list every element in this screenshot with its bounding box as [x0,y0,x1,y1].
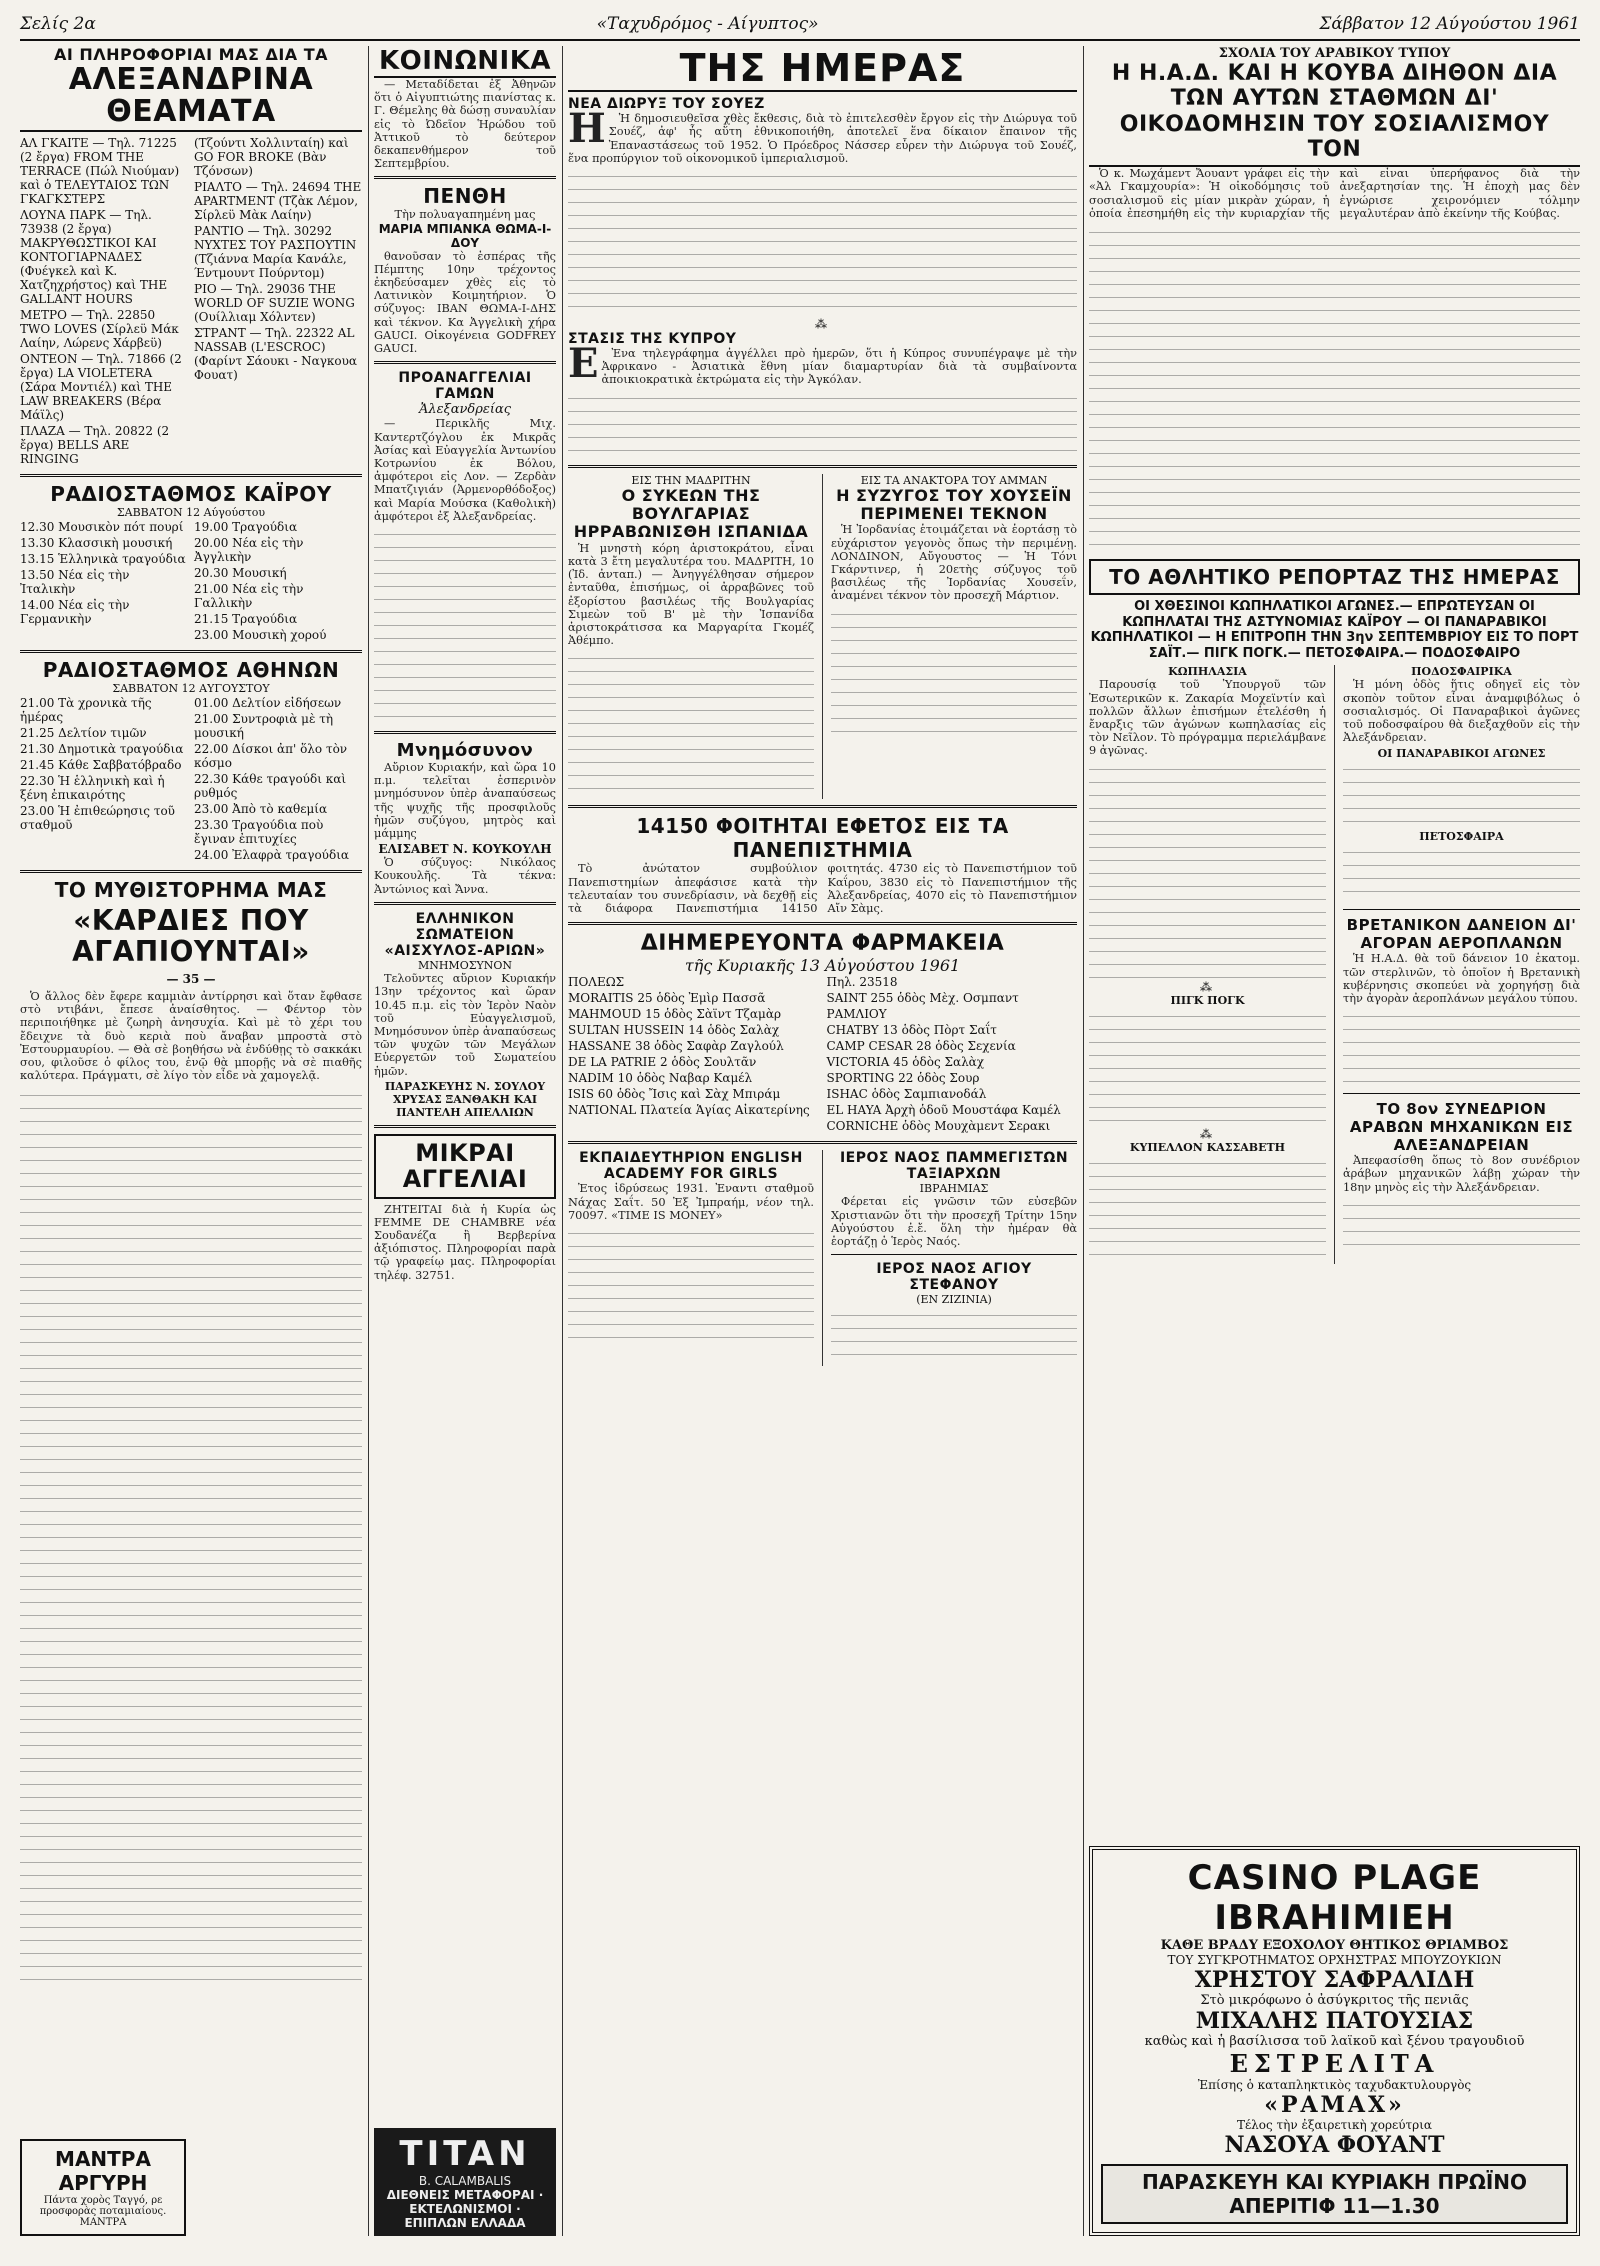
pharmacies-left [568,975,819,1135]
cinema-item: ΛΟΥΝΑ ΠΑΡΚ — Τηλ. 73938 (2 ἔργα) ΜΑΚΡΥΘΩΣΤΙΚΟΙ ΚΑΙ ΚΟΝΤΟΓΙΑΡΝΑΔΕΣ (Φυέγκελ καὶ Κ. Χατζηχρήστος) καὶ THE GALLANT HOURS [20,208,168,307]
day-title: ΤΗΣ ΗΜΕΡΑΣ [568,46,1077,92]
pharmacy-item: CORNICHE ὁδὸς Μουχὰμεντ Σερακι [826,1119,1051,1134]
congress-paragraph: Ἀπεφασίσθη ὅπως τὸ 8ον συνέδριον ἀράβων μηχανικῶν λάβῃ χώραν τὴν 18ην μηνὸς εἰς τὴν Ἀλεξάνδρειαν. [1343,1154,1580,1194]
radio-athens-title: ΡΑΔΙΟΣΤΑΘΜΟΣ ΑΘΗΝΩΝ [42,658,340,683]
novel-label: ΤΟ ΜΥΘΙΣΤΟΡΗΜΑ ΜΑΣ [54,878,328,903]
casino-line6: καθὼς καὶ ἡ βασίλισσα τοῦ λαϊκοῦ καὶ ξένου τραγουδιοῦ [1144,2034,1525,2049]
loan-text [1343,952,1580,1005]
article-cyprus-text: Ε Ἐνα τηλεγράφημα ἀγγέλλει πρὸ ἡμερῶν, ὅτι ἡ Κύπρος συνυπέγραψε μὲ τὴν Ἀφρικανο - Ἀσιατικὰ ἔθνη μίαν διαμαρτυρίαν διὰ τὰ συμβαίνοντα ἀποικιοκρατικὰ ἐκτρώματα εἰς τὴν Ἀγκόλαν. [568,340,1077,387]
pharmacy-item: NADIM 10 ὁδὸς Ναβαρ Καμέλ [568,1071,753,1086]
sports-left: ΚΩΠΗΛΑΣΙΑ Παρουσίᾳ τοῦ Ὑπουργοῦ τῶν Ἐσωτερικῶν κ. Ζακαρία Μοχεϊντίν καὶ πολλῶν ἄλλων ἐπισήμων ἐτελέσθη ἡ ἔναρξις τῶν ἀγώνων κωπηλασίας εἰς τὸν Νεῖλον. Τὸ πρόγραμμα περιελάμβανε 9 ἀγῶνας. ⁂ ΠΙΓΚ ΠΟΓΚ ⁂ ΚΥΠΕΛΛΟΝ ΚΑΣΣΑΒΕΤΗ [1089,665,1326,1263]
ad-mantra-text: Πάντα χορὸς Ταγγό, ρε προσφορὰς ποταμιαίους. ΜΑΝΤΡΑ [39,2195,167,2228]
amman-label: ΕΙΣ ΤΑ ΑΝΑΚΤΟΡΑ ΤΟΥ ΑΜΜΑΝ [860,473,1048,487]
radio-program-item: 13.50 Νέα εἰς τὴν Ἰταλικὴν [20,568,130,597]
cinema-item: ΡΙΑΛΤΟ — Τηλ. 24694 THE APARTMENT (Τζὰκ Λέμον, Σίρλεϋ Μὰκ Λαίην) [194,180,362,223]
memorial-text [374,761,556,840]
novel-text [20,990,362,1082]
radio-program-item: 21.30 Δημοτικὰ τραγούδια [20,742,184,757]
pharmacy-item: ISHAC ὁδὸς Σαμπιανοδάλ [826,1087,987,1102]
cinema-item: ΜΕΤΡΟ — Τηλ. 22850 TWO LOVES (Σίρλεϋ Μάκ Λαίην, Λώρενς Χάρβεϋ) [20,308,179,351]
ping-continued [1089,1007,1326,1127]
casino-line7: ΕΣΤΡΕΛΙΤΑ [1229,2049,1440,2078]
club-text [374,972,556,1078]
social-title: ΚΟΙΝΩΝΙΚΑ [374,46,556,78]
church2-title: ΙΕΡΟΣ ΝΑΟΣ ΑΓΙΟΥ ΣΤΕΦΑΝΟΥ [876,1261,1032,1294]
radio-program-item: 23.00 Ἀπὸ τὸ καθεμία [194,802,328,817]
comment-label: ΣΧΟΛΙΑ ΤΟΥ ΑΡΑΒΙΚΟΥ ΤΥΠΟΥ [1218,46,1451,61]
memorial-paragraph: Αὔριον Κυριακήν, καὶ ὥρα 10 π.μ. τελεῖται ἑσπερινὸν μνημόσυνον ὑπὲρ ἀναπαύσεως τῆς ψυχῆς τῆς προσφιλοῦς ἡμῶν συζύγου, μητρὸς καὶ μάμμης [374,761,556,841]
masthead [20,12,1580,41]
ad-mantra-title: ΜΑΝΤΡΑ ΑΡΓΥΡΗ [55,2147,151,2195]
classifieds-title: ΜΙΚΡΑΙ ΑΓΓΕΛΙΑΙ [402,1138,528,1194]
comment-paragraph: Ὁ κ. Μωχάμεντ Ἄουαντ γράφει εἰς τὴν «Ἀλ Γκαμχουρία»: Ἡ οἰκοδόμησις τοῦ σοσιαλισμοῦ εἰς μίαν μικρὰν χώραν, ἡ ὁποία ἐπεσημήθη εἰς τὴν κυριαρχίαν τῆς καὶ εἶναι ὑπερήφανος διὰ τὴν ἀνεξαρτησίαν της. Ἡ ἐποχὴ μας δὲν ἐγνώρισε χειρονόμιεν τόλμην μεγαλυτέραν ἀπὸ ἐκείνην τῆς Κούβας. [1089,167,1580,220]
pharmacies-subtitle: τῆς Κυριακῆς 13 Αὐγούστου 1961 [684,956,961,976]
volley-header: ΠΕΤΟΣΦΑΙΡΑ [1419,830,1504,844]
cinema-item: (Τζούντι Χολλινταίη) καὶ GO FOR BROKE (Βὰν Τζόνσων) [194,136,349,179]
cup-continued [1089,1154,1326,1264]
casino-line11: ΝΑΣΟΥΑ ΦΟΥΑΝΤ [1224,2132,1445,2158]
column-rule [368,46,369,2236]
column-rule [1083,46,1084,2236]
pharmacies-title: ΔΙΗΜΕΡΕΥΟΝΤΑ ΦΑΡΜΑΚΕΙΑ [640,931,1005,957]
madrid-story [568,474,814,800]
radio-program-item: 13.30 Κλασσικὴ μουσική [20,536,173,551]
radio-athens-schedule [20,696,362,864]
radio-program-item: 21.00 Τὰ χρονικὰ τῆς ἡμέρας [20,696,152,725]
info-title: ΑΙ ΠΛΗΡΟΦΟΡΙΑΙ ΜΑΣ ΔΙΑ ΤΑ [53,46,329,64]
ad-titan [374,2128,556,2236]
madrid-paragraph: Ἡ μνηστὴ κόρη ἀριστοκράτου, εἶναι κατὰ 3 ἔτη μεγαλυτέρα του. ΜΑΔΡΙΤΗ, 10 (Ἰδ. ἀνταπ.) — Ἀνηγγέλθησαν σήμερον ἐνταῦθα, ἐπισήμως, οἱ ἀρραβῶνες τοῦ ἐξορίστου βασιλέως τῆς Βουλγαρίας Σιμεὼν τοῦ Β' μὲ τὴν Ἰσπανίδα ἀριστοκράτισσα κα Μαργαρίτα Γκομέζ Ἀθέμπο. [568,541,814,648]
ad-mantra [20,2139,186,2236]
rowing-continued [1089,760,1326,980]
pharmacy-item: SPORTING 22 ὁδὸς Σουρ [826,1071,980,1086]
pharmacy-item: SAINT 255 ὁδὸς Μὲχ. Οσμπαντ [826,991,1019,1006]
radio-program-item: 22.00 Δίσκοι ἀπ' ὅλο τὸν κόσμο [194,742,348,771]
pan-arab-continued [1343,760,1580,830]
loan-paragraph: Ἡ Η.Α.Δ. θὰ τοῦ δάνειον 10 ἑκατομ. τῶν στερλινῶν, τὸ ὁποῖον ἡ Βρετανικὴ κυβέρνησις σκοπεύει νὰ χορηγήσῃ διὰ τὴν ἀγορὰν ἀεροπλάνων μεγάλου τύπου. [1343,952,1580,1005]
pharmacy-item: ΡΑΜΛΙΟΥ [826,1007,887,1022]
ping-header: ΠΙΓΚ ΠΟΓΚ [1170,993,1245,1007]
wedding-subtitle: Ἀλεξανδρείας [418,402,512,418]
pharmacy-item: NATIONAL Πλατεία Ἁγίας Αἰκατερίνης [568,1103,810,1118]
radio-program-item: 19.00 Τραγούδια [194,520,298,535]
newspaper-page [20,12,1580,2236]
amman-paragraph: Ἡ Ἰορδανίας ἑτοιμάζεται νὰ ἑορτάσῃ τὸ εὐχάριστον γεγονὸς ὅπως τὴν περιμένῃ. ΛΟΝΔΙΝΟΝ, Αὔγουστος — Ἡ Τόνι Γκάρντινερ, ἡ 20ετὴς σύζυγος τοῦ βασιλέως τῆς Ἰορδανίας Χουσεΐν, ἀναμένει τέκνον τὸν προσεχῆ Μάρτιον. [831,523,1077,603]
students-title: 14150 ΦΟΙΤΗΤΑΙ ΕΦΕΤΟΣ ΕΙΣ ΤΑ ΠΑΝΕΠΙΣΤΗΜΙΑ [636,814,1009,863]
school-continued [568,1224,814,1344]
cinema-list-left [20,136,188,468]
radio-program-item: 20.00 Νέα εἰς τὴν Ἀγγλικὴν [194,536,304,565]
cinema-listings [20,136,362,468]
cinema-item: ΟΝΤΕΟΝ — Τηλ. 71866 (2 ἔργα) LA VIOLETERA (Σάρα Μοντιέλ) καὶ THE LAW BREAKERS (Βέρα Μάϊλς) [20,352,182,423]
issue-date: Σάββατον 12 Αύγούστου 1961 [1319,14,1580,34]
mourning-text [374,250,556,356]
article-cyprus-title: ΣΤΑΣΙΣ ΤΗΣ ΚΥΠΡΟΥ [568,330,737,347]
school-notice [568,1150,814,1366]
rowing-text [1089,678,1326,757]
memorial-sign-text: Ὁ σύζυγος: Νικόλαος Κουκουλῆς. Τὰ τέκνα: Ἀντώνιος καὶ Ἄννα. [374,856,556,896]
pharmacy-item: Πηλ. 23518 [826,975,898,990]
wedding-title: ΠΡΟΑΝΑΓΓΕΛΙΑΙ ΓΑΜΩΝ [398,370,532,403]
pharmacy-item: CHATBY 13 ὁδὸς Πὸρτ Σαΐτ [826,1023,997,1038]
pharmacy-item: ΠΟΛΕΩΣ [568,975,625,990]
titan-logo: TITAN [399,2134,531,2174]
classifieds-text [374,1203,556,1282]
news-two-col [568,474,1077,800]
column-entertainment [20,46,362,2236]
memorial-name: ΕΛΙΣΑΒΕΤ Ν. ΚΟΥΚΟΥΛΗ [378,842,552,857]
church-text [831,1195,1077,1248]
radio-cairo-date: ΣΑΒΒΑΤΟΝ 12 Αύγούστου [116,506,266,520]
radio-program-item: 21.25 Δελτίον τιμῶν [20,726,147,741]
church-subtitle: ΙΒΡΑΗΜΙΑΣ [919,1182,989,1196]
church-notice [831,1150,1077,1366]
club-names: ΠΑΡΑΣΚΕΥΗΣ Ν. ΣΟΥΛΟΥ ΧΡΥΣΑΣ ΞΑΝΘΑΚΗ ΚΑΙ ΠΑΝΤΕΛΗ ΑΠΕΛΛΙΩΝ [384,1079,546,1119]
titan-text: ΔΙΕΘΝΕΙΣ ΜΕΤΑΦΟΡΑΙ · ΕΚΤΕΛΩΝΙΣΜΟΙ · ΕΠΙΠΛΩΝ ΕΛΛΑΔΑ [386,2188,544,2230]
club-paragraph: Τελοῦντες αὔριον Κυριακήν 13ην τρέχοντος καὶ ὥραν 10.45 π.μ. εἰς τὸν Ἱερὸν Ναὸν τοῦ Εὐαγγελισμοῦ, Μνημόσυνον ὑπὲρ ἀναπαύσεως τῶν ψυχῶν τῶν Μεγάλων Εὐεργετῶν τοῦ Σωματείου ἡμῶν. [374,972,556,1078]
congress-title: ΤΟ 8ον ΣΥΝΕΔΡΙΟΝ ΑΡΑΒΩΝ ΜΗΧΑΝΙΚΩΝ ΕΙΣ ΑΛΕΞΑΝΔΡΕΙΑΝ [1349,1100,1574,1155]
congress-continued [1343,1196,1580,1256]
radio-program-item: 20.30 Μουσική [194,566,287,581]
amman-title: Η ΣΥΖΥΓΟΣ ΤΟΥ ΧΟΥΣΕΪΝ ΠΕΡΙΜΕΝΕΙ ΤΕΚΝΟΝ [836,485,1072,523]
cinema-list-right [194,136,362,468]
casino-schedule-bar: ΠΑΡΑΣΚΕΥΗ ΚΑΙ ΚΥΡΙΑΚΗ ΠΡΩΪΝΟ ΑΠΕΡΙΤΙΦ 11—1.30 [1101,2164,1568,2224]
novel-paragraph: Ὁ ἄλλος δὲν ἔφερε καμμιὰν ἀντίρρησι καὶ ὅταν ἔφθασε στὸ ντιβάνι, ἔπεσε ἀναίσθητος. — Φέντορ τὸν περιποιήθηκε μὲ ζωηρὴ ἀνησυχία. Καὶ μὲ τὸ χέρι του ἔδειχνε τὰ δυὸ κεριὰ ποὺ ἄναβαν μπροστὰ στὸ Ἐστουρμαυρίου. — Θὰ σὲ βοηθήσω νὰ ἐνδύθῃς τὸ σακκάκι σου, φιλοῦσε ὁ φίλος του, ἐνῷ θὰ μπορῇς νὰ σὲ πιαθῆς καλύτερα. Πράγματι, σὲ λίγο τὸν εἶδε νὰ χαμογελᾷ. [20,989,362,1083]
newspaper-name: «Ταχυδρόμος - Αίγυπτος» [596,14,819,34]
cinema-item: ΡΙΟ — Τηλ. 29036 THE WORLD OF SUZIE WONG (Ουίλλιαμ Χόλντεν) [194,282,355,325]
football-header: ΠΟΔΟΣΦΑΙΡΙΚΑ [1411,665,1512,679]
church2-subtitle: (ΕΝ ΖΙΖΙΝΙΑ) [916,1293,992,1307]
novel-episode: — 35 — [166,971,216,986]
article-suez-text: Η Ἡ δημοσιευθεῖσα χθὲς ἔκθεσις, διὰ τὸ ἐπιτελεσθὲν ἔργον εἰς τὴν Διώρυγα τοῦ Σουέζ, ἀφ' ἧς αὕτη ἐθνικοποιήθη, ἀποτελεῖ ἕνα δίκαιον ἔπαινον τῆς Ἐπαναστάσεως τοῦ 1952. Ὁ Πρόεδρος Νάσσερ εὗρεν τὴν Διώρυγα τοῦ Σουέζ, ἕνα προπύργιον τοῦ οἰκονομικοῦ ἰμπεριαλισμοῦ. [568,105,1077,165]
madrid-title: Ο ΣΥΚΕΩΝ ΤΗΣ ΒΟΥΛΓΑΡΙΑΣ ΗΡΡΑΒΩΝΙΣΘΗ ΙΣΠΑΝΙΔΑ [573,485,809,542]
students-paragraph: Τὸ ἀνώτατον συμβούλιον Πανεπιστημίων ἀπεφάσισε κατὰ τὴν τελευταίαν του συνεδρίασιν, νὰ δεχθῇ εἰς τὰ διάφορα Πανεπιστήμια 14150 φοιτητάς. 4730 εἰς τὸ Πανεπιστήμιον τοῦ Καΐρου, 3830 εἰς τὸ Πανεπιστήμιον τῆς Ἀλεξανδρείας, 4070 εἰς τὸ Πανεπιστήμιον Αἴν Σὰμς. [568,862,1077,916]
mourning-name: ΜΑΡΙΑ ΜΠΙΑΝΚΑ ΘΩΜΑ-Ι-ΔΟΥ [378,221,552,250]
article-suez-title: ΝΕΑ ΔΙΩΡΥΞ ΤΟΥ ΣΟΥΕΖ [568,96,765,112]
pharmacy-item: ISIS 60 ὁδὸς Ἴσις καὶ Σὰχ Μπιράμ [568,1087,781,1102]
page-number: Σελίς 2α [20,14,96,34]
bottom-notices [568,1150,1077,1366]
school-paragraph: Ἐτος ἱδρύσεως 1931. Ἐναντι σταθμοῦ Νάχας Σαΐτ. 50 Ἐξ Ἰμπραήμ, νέον τηλ. 70097. «TIME IS MONEY» [568,1182,814,1222]
social-paragraph: — Μεταδίδεται ἐξ Ἀθηνῶν ὅτι ὁ Αἰγυπτιώτης πιανίστας κ. Γ. Θέμελης θὰ δώσῃ συναυλίαν εἰς τὸ Ὠδεῖον Ἡρώδου τοῦ Ἀττικοῦ τὸ δεύτερον δεκαπενθήμερον τοῦ Σεπτεμβρίου. [374,78,556,171]
pan-arab-header: ΟΙ ΠΑΝΑΡΑΒΙΚΟΙ ΑΓΩΝΕΣ [1377,747,1546,761]
casino-line3: ΧΡΗΣΤΟΥ ΣΑΦΡΑΛΙΔΗ [1194,1967,1475,1993]
classifieds-box [374,1134,556,1199]
radio-program-item: 21.00 Συντροφιὰ μὲ τὴ μουσική [194,712,334,741]
radio-program-item: 12.30 Μουσικὸν πότ πουρί [20,520,184,535]
classifieds-paragraph: ΖΗΤΕΙΤΑΙ διὰ ἡ Κυρία ὡς FEMME DE CHAMBRE νέα Σουδανέζα ἢ Βερβερίνα ἀξιόπιστος. Πληροφορίαι παρὰ τῷ γραφείῳ μας. Πληροφορίαι τηλέφ. 32751. [374,1202,556,1282]
memorial-title: Μνημόσυνον [396,740,534,762]
amman-text [831,523,1077,602]
column-news: ΤΗΣ ΗΜΕΡΑΣ ΝΕΑ ΔΙΩΡΥΞ ΤΟΥ ΣΟΥΕΖ Η Ἡ δημοσιευθεῖσα χθὲς ἔκθεσις, διὰ τὸ ἐπιτελεσθὲν ἔργον εἰς τὴν Διώρυγα τοῦ Σουέζ, ἀφ' ἧς αὕτη ἐθνικοποιήθη, ἀποτελεῖ ἕνα δίκαιον ἔπαινον τῆς Ἐπαναστάσεως τοῦ 1952. Ὁ Πρόεδρος Νάσσερ εὗρεν τὴν Διώρυγα τοῦ Σουέζ, ἕνα προπύργιον τοῦ οἰκονομικοῦ ἰμπεριαλισμοῦ. ⁂ ΣΤΑΣΙΣ ΤΗΣ ΚΥΠΡΟΥ Ε Ἐνα τηλεγράφημα ἀγγέλλει πρὸ ἡμερῶν, ὅτι ἡ Κύπρος συνυπέγραψε μὲ τὴν Ἀφρικανο - Ἀσιατικὰ ἔθνη μίαν διαμαρτυρίαν διὰ τὰ συμβαίνοντα ἀποικιοκρατικὰ ἐκτρώματα εἰς τὴν Ἀγκόλαν. ΕΙΣ ΤΗΝ ΜΑΔΡΙΤΗΝ Ο ΣΥΚΕΩΝ ΤΗΣ ΒΟΥΛΓΑΡΙΑΣ ΗΡΡΑΒΩΝΙΣΘΗ ΙΣΠΑΝΙΔΑ Ἡ μνηστὴ κόρη ἀριστοκράτου, εἶναι κατὰ 3 ἔτη μεγαλυτέρα του. ΜΑΔΡΙΤΗ, 10 (Ἰδ. ἀνταπ.) — Ἀνηγγέλθησαν σήμερον ἐνταῦθα, ἐπισήμως, οἱ ἀρραβῶνες τοῦ ἐξορίστου βασιλέως τῆς Βουλγαρίας Σιμεὼν τοῦ Β' μὲ τὴν Ἰσπανίδα ἀριστοκράτισσα κα Μαργαρίτα Γκομέζ Ἀθέμπο. ΕΙΣ ΤΑ ΑΝΑΚΤΟΡΑ ΤΟΥ ΑΜΜΑΝ Η ΣΥΖΥΓΟΣ ΤΟΥ ΧΟΥΣΕΪΝ ΠΕΡΙΜΕΝΕΙ ΤΕΚΝΟΝ Ἡ Ἰορδανίας ἑτοιμάζεται νὰ ἑορτάσῃ τὸ εὐχάριστον γεγονὸς ὅπως τὴν περιμένῃ. ΛΟΝΔΙΝΟΝ, Αὔγουστος — Ἡ Τόνι Γκάρντινερ, ἡ 20ετὴς σύζυγος τοῦ βασιλέως τῆς Ἰορδανίας Χουσεΐν, ἀναμένει τέκνον τὸν προσεχῆ Μάρτιον. 14150 ΦΟΙΤΗΤΑΙ ΕΦΕΤΟΣ ΕΙΣ ΤΑ ΠΑΝΕΠΙΣΤΗΜΙΑ Τὸ ἀνώτατον συμβούλιον Πανεπιστημίων ἀπεφάσισε κατὰ τὴν τελευταίαν του συνεδρίασιν, νὰ δεχθῇ εἰς τὰ διάφορα Πανεπιστήμια 14150 φοιτητάς. 4730 εἰς τὸ Πανεπιστήμιον τοῦ Καΐρου, 3830 εἰς τὸ Πανεπιστήμιον τῆς Ἀλεξανδρείας, 4070 εἰς τὸ Πανεπιστήμιον Αἴν Σὰμς. ΔΙΗΜΕΡΕΥΟΝΤΑ ΦΑΡΜΑΚΕΙΑ τῆς Κυριακῆς 13 Αὐγούστου 1961 ΠΟΛΕΩΣ MORAITIS 25 ὁδὸς Ἐμὶρ Πασσᾶ MAHMOUD 15 ὁδὸς Σὰϊντ Τζαμὰρ SULTAN HUSSEIN 14 ὁδὸς Σαλὰχ HASSANE 38 ὁδὸς Σαφὰρ Ζαγλούλ DE LA PATRIE 2 ὁδὸς Σουλτᾶν NADIM 10 ὁδὸς Ναβαρ Καμέλ ISIS 60 ὁδὸς Ἴσις καὶ Σὰχ Μπιράμ NATIONAL Πλατεία Ἁγίας Αἰκατερίνης Πηλ. 23518 SAINT 255 ὁδὸς Μὲχ. Οσμπαντ ΡΑΜΛΙΟΥ CHATBY 13 ὁδὸς Πὸρτ Σαΐτ CAMP CESAR 28 ὁδὸς Σεχενία VICTORIA 45 ὁδὸς Σαλὰχ SPORTING 22 ὁδὸς Σουρ ISHAC ὁδὸς Σαμπιανοδάλ EL HAYA Ἀρχὴ ὁδοῦ Μουστάφα Καμέλ CORNICHE ὁδὸς Μουχὰμεντ Σερακι ΕΚΠΑΙΔΕΥΤΗΡΙΟΝ ENGLISH ACADEMY FOR GIRLS Ἐτος ἱδρύσεως 1931. Ἐναντι σταθμοῦ Νάχας Σαΐτ. 50 Ἐξ Ἰμπραήμ, νέον τηλ. 70097. «TIME IS MONEY» ΙΕΡΟΣ ΝΑΟΣ ΠΑΜΜΕΓΙΣΤΩΝ ΤΑΞΙΑΡΧΩΝ ΙΒΡΑΗΜΙΑΣ Φέρεται εἰς γνῶσιν τῶν εὐσεβῶν Χριστιανῶν ὅτι τὴν προσεχῆ Τρίτην 15ην Αὐγούστου ἐ.ἔ. ὅλη τὴν ἡμέραν θὰ ἑορτάζῃ ὁ Ἱερὸς Ναός. ΙΕΡΟΣ ΝΑΟΣ ΑΓΙΟΥ ΣΤΕΦΑΝΟΥ (ΕΝ ΖΙΖΙΝΙΑ) [568,46,1077,2236]
radio-program-item: 21.15 Τραγούδια [194,612,298,627]
novel-title: «ΚΑΡΔΙΕΣ ΠΟΥ ΑΓΑΠΙΟΥΝΤΑΙ» [72,904,310,969]
radio-program-item: 21.45 Κάθε Σαββατόβραδο [20,758,182,773]
cinemas-title: ΑΛΕΞΑΝΔΡΙΝΑ ΘΕΑΜΑΤΑ [20,64,362,132]
titan-sub: B. CALAMBALIS [418,2174,512,2188]
ad-casino [1089,1846,1580,2236]
comment-continued [1089,223,1580,553]
pharmacy-item: CAMP CESAR 28 ὁδὸς Σεχενία [826,1039,1016,1054]
football-text [1343,678,1580,744]
casino-line4: Στὸ μικρόφωνο ὁ ἀσύγκριτος τῆς πενιᾶς [1200,1993,1469,2008]
loan-title: ΒΡΕΤΑΝΙΚΟΝ ΔΑΝΕΙΟΝ ΔΙ' ΑΓΟΡΑΝ ΑΕΡΟΠΛΑΝΩΝ [1346,916,1577,953]
amman-continued [831,605,1077,735]
pharmacies-right [827,975,1078,1135]
volley-continued [1343,843,1580,903]
madrid-label: ΕΙΣ ΤΗΝ ΜΑΔΡΙΤΗΝ [631,473,751,487]
memorial-sign [374,856,556,896]
casino-line2: ΤΟΥ ΣΥΓΚΡΟΤΗΜΑΤΟΣ ΟΡΧΗΣΤΡΑΣ ΜΠΟΥΖΟΥΚΙΩΝ [1167,1953,1502,1967]
church-paragraph: Φέρεται εἰς γνῶσιν τῶν εὐσεβῶν Χριστιανῶν ὅτι τὴν προσεχῆ Τρίτην 15ην Αὐγούστου ἐ.ἔ. ὅλη τὴν ἡμέραν θὰ ἑορτάζῃ ὁ Ἱερὸς Ναός. [831,1195,1077,1249]
pharmacy-item: HASSANE 38 ὁδὸς Σαφὰρ Ζαγλούλ [568,1039,784,1054]
article-cyprus-paragraph: Ἐνα τηλεγράφημα ἀγγέλλει πρὸ ἡμερῶν, ὅτι ἡ Κύπρος συνυπέγραψε μὲ τὴν Ἀφρικανο - Ἀσιατικὰ ἔθνη μίαν διαμαρτυρίαν διὰ τὰ συμβαίνοντα ἀποικιοκρατικὰ ἐκτρώματα εἰς τὴν Ἀγκόλαν. [601,347,1077,387]
madrid-text [568,542,814,648]
madrid-continued [568,649,814,799]
radio-cairo-right [194,520,362,644]
radio-program-item: 22.30 Ἡ ἑλληνικὴ καὶ ἡ ξένη ἐπικαιρότης [20,774,165,803]
pharmacy-item: MAHMOUD 15 ὁδὸς Σὰϊντ Τζαμὰρ [568,1007,781,1022]
mourning-title: ΠΕΝΘΗ [423,184,507,209]
radio-cairo-left [20,520,188,644]
pharmacy-item: VICTORIA 45 ὁδὸς Σαλὰχ [826,1055,985,1070]
radio-program-item: 24.00 Ἐλαφρὰ τραγούδια [194,848,350,863]
pharmacy-item: DE LA PATRIE 2 ὁδὸς Σουλτᾶν [568,1055,757,1070]
cinema-item: ΣΤΡΑΝΤ — Τηλ. 22322 AL NASSAB (L'ESCROC) (Φαρίντ Σάουκι - Ναγκουα Φουατ) [194,326,358,383]
football-paragraph: Ἡ μόνη ὁδὸς ἥτις οδηγεῖ εἰς τὸν σκοπὸν τοῦτον εἶναι ἀναμφιβόλως ὁ σοσιαλισμός. Οἱ Παναραβικοὶ ἀγῶνες τοῦ ποδοσφαίρου θὰ διεξαχθοῦν εἰς τὴν Ἀλεξάνδρειαν. [1343,678,1580,745]
sports-subtitle: ΟΙ ΧΘΕΣΙΝΟΙ ΚΩΠΗΛΑΤΙΚΟΙ ΑΓΩΝΕΣ.— ΕΠΡΩΤΕΥΣΑΝ ΟΙ ΚΩΠΗΛΑΤΑΙ ΤΗΣ ΑΣΤΥΝΟΜΙΑΣ ΚΑΪΡΟΥ — ΟΙ ΠΑΝΑΡΑΒΙΚΟΙ ΚΩΠΗΛΑΤΙΚΟΙ — Η ΕΠΙΤΡΟΠΗ ΤΗΝ 3ην ΣΕΠΤΕΜΒΡΙΟΥ ΕΙΣ ΤΟ ΠΟΡΤ ΣΑΪΤ.— ΠΙΓΚ ΠΟΓΚ.— ΠΕΤΟΣΦΑΙΡΑ.— ΠΟΔΟΣΦΑΙΡΟ [1090,599,1579,661]
congress-text [1343,1154,1580,1194]
rowing-paragraph: Παρουσίᾳ τοῦ Ὑπουργοῦ τῶν Ἐσωτερικῶν κ. Ζακαρία Μοχεϊντίν καὶ πολλῶν ἄλλων ἐπισήμων ἐτελέσθη ἡ ἔναρξις τῶν ἀγώνων κωπηλασίας εἰς τὸν Νεῖλον. Τὸ πρόγραμμα περιελάμβανε 9 ἀγῶνας. [1089,678,1326,758]
wedding-paragraph: — Περικλῆς Μιχ. Καντερτζόγλου ἐκ Μικρᾶς Ἀσίας καὶ Εὐαγγελία Ἀντωνίου Κοτρωνίου ἐκ Βόλου, ἀμφότεροι εἰς Λον. — Ζερδὰν Μπατζιγιάν (Ἀρμενορθόδοξος) καὶ Μαρία Μούσκα (Καθολικὴ) ἀμφότεροι ἐξ Ἀλεξανδρείας. [374,417,556,523]
pharmacy-item: SULTAN HUSSEIN 14 ὁδὸς Σαλὰχ [568,1023,780,1038]
radio-program-item: 22.30 Κάθε τραγούδι καὶ ρυθμός [194,772,347,801]
radio-athens-left [20,696,188,864]
sports-title-box [1089,559,1580,595]
article-suez-continued [568,167,1077,317]
radio-cairo-schedule [20,520,362,644]
school-title: ΕΚΠΑΙΔΕΥΤΗΡΙΟΝ ENGLISH ACADEMY FOR GIRLS [579,1150,803,1183]
mourning-paragraph: θανοῦσαν τὸ ἑσπέρας τῆς Πέμπτης 10ην τρέχοντος ἐκηδεύσαμεν χθὲς εἰς τὸ Λατινικὸν Κοιμητήριον. Ὁ σύζυγος: ΙΒΑΝ ΘΩΜΑ-Ι-ΔΗΣ καὶ τέκνον. Κα Ἀγγελικὴ χήρα GAUCI. Οἰκογένεια GODFREY GAUCI. [374,249,556,356]
cup-header: ΚΥΠΕΛΛΟΝ ΚΑΣΣΑΒΕΤΗ [1129,1140,1286,1154]
radio-cairo-title: ΡΑΔΙΟΣΤΑΘΜΟΣ ΚΑΪΡΟΥ [50,482,332,507]
casino-line10: Τέλος τὴν ἐξαιρετικὴ χορεύτρια [1236,2118,1433,2132]
radio-program-item: 23.30 Τραγούδια ποὺ ἔγιναν ἐπιτυχίες [194,818,324,847]
loan-continued [1343,1007,1580,1087]
church2-continued [831,1306,1077,1366]
club-subtitle: ΜΝΗΜΟΣΥΝΟΝ [417,959,513,973]
casino-title: CASINO PLAGE IBRAHIMIEH [1187,1858,1482,1938]
radio-program-item: 13.15 Ἑλληνικὰ τραγούδια [20,552,186,567]
radio-athens-date: ΣΑΒΒΑΤΟΝ 12 ΑΥΓΟΥΣΤΟΥ [112,682,270,696]
school-text [568,1182,814,1222]
novel-continued-text [20,1086,362,1986]
cinema-item: ΠΛΑΖΑ — Τηλ. 20822 (2 ἔργα) BELLS ARE RINGING [20,424,170,467]
radio-program-item: 23.00 Ἡ ἐπιθεώρησις τοῦ σταθμοῦ [20,804,175,833]
comment-title: Η Η.Α.Δ. ΚΑΙ Η ΚΟΥΒΑ ΔΙΗΘΟΝ ΔΙΑ ΤΩΝ ΑΥΤΩΝ ΣΤΑΘΜΩΝ ΔΙ' ΟΙΚΟΔΟΜΗΣΙΝ ΤΟΥ ΣΟΣΙΑΛΙΣΜΟΥ ΤΟΝ [1089,61,1580,167]
church-title: ΙΕΡΟΣ ΝΑΟΣ ΠΑΜΜΕΓΙΣΤΩΝ ΤΑΞΙΑΡΧΩΝ [839,1150,1069,1183]
radio-program-item: 14.00 Νέα εἰς τὴν Γερμανικὴν [20,598,130,627]
radio-program-item: 21.00 Νέα εἰς τὴν Γαλλικὴν [194,582,304,611]
wedding-continued [374,525,556,725]
casino-line1: ΚΑΘΕ ΒΡΑΔΥ ΕΞΟΧΟΛΟΥ ΘΗΤΙΚΟΣ ΘΡΙΑΜΒΟΣ [1160,1938,1509,1953]
comment-text [1089,167,1580,221]
column-rule [562,46,563,2236]
sports-right [1343,665,1580,1263]
rowing-header: ΚΩΠΗΛΑΣΙΑ [1168,665,1247,679]
radio-program-item: 01.00 Δελτίον εἰδήσεων [194,696,342,711]
column-comment [1089,46,1580,2236]
amman-story [831,474,1077,800]
pharmacies-list [568,975,1077,1135]
pharmacy-item: MORAITIS 25 ὁδὸς Ἐμὶρ Πασσᾶ [568,991,766,1006]
article-cyprus-continued [568,389,1077,459]
article-suez-paragraph: Ἡ δημοσιευθεῖσα χθὲς ἔκθεσις, διὰ τὸ ἐπιτελεσθὲν ἔργον εἰς τὴν Διώρυγα τοῦ Σουέζ, ἀφ' ἧς αὕτη ἐθνικοποιήθη, ἀποτελεῖ ἕνα δίκαιον ἔπαινον τῆς Ἐπαναστάσεως τοῦ 1952. Ὁ Πρόεδρος Νάσσερ εὗρεν τὴν Διώρυγα τοῦ Σουέζ, ἕνα προπύργιον τοῦ οἰκονομικοῦ ἰμπεριαλισμοῦ. [568,112,1077,165]
sports-columns [1089,665,1580,1263]
cinema-item: ΡΑΝΤΙΟ — Τηλ. 30292 ΝΥΧΤΕΣ ΤΟΥ ΡΑΣΠΟΥΤΙΝ (Τζιάννα Μαρία Κανάλε, Έντμουντ Πούρντομ) [194,224,357,281]
casino-line8: Ἐπίσης ὁ καταπληκτικὸς ταχυδακτυλουργὸς [1197,2078,1472,2092]
students-text [568,862,1077,916]
sports-title: ΤΟ ΑΘΛΗΤΙΚΟ ΡΕΠΟΡΤΑΖ ΤΗΣ ΗΜΕΡΑΣ [1109,565,1560,589]
casino-line9: «ΡΑΜΑΧ» [1264,2092,1405,2118]
radio-athens-right [194,696,362,864]
wedding-text [374,417,556,523]
social-text [374,78,556,170]
pharmacy-item: EL HAYA Ἀρχὴ ὁδοῦ Μουστάφα Καμέλ [826,1103,1061,1118]
column-social [374,46,556,2236]
cinema-item: ΑΛ ΓΚΑΙΤΕ — Τηλ. 71225 (2 ἔργα) FROM THE TERRACE (Πώλ Νιούμαν) καὶ ὁ ΤΕΛΕΥΤΑΙΟΣ ΤΩΝ ΓΚΑΓΚΣΤΕΡΣ [20,136,180,207]
club-title: ΕΛΛΗΝΙΚΟΝ ΣΩΜΑΤΕΙΟΝ «ΑΙΣΧΥΛΟΣ-ΑΡΙΩΝ» [384,910,546,960]
casino-line5: ΜΙΧΑΛΗΣ ΠΑΤΟΥΣΙΑΣ [1195,2008,1474,2034]
mourning-lead: Τὴν πολυαγαπημένη μας [394,208,536,222]
radio-program-item: 23.00 Μουσικὴ χορού [194,628,327,643]
